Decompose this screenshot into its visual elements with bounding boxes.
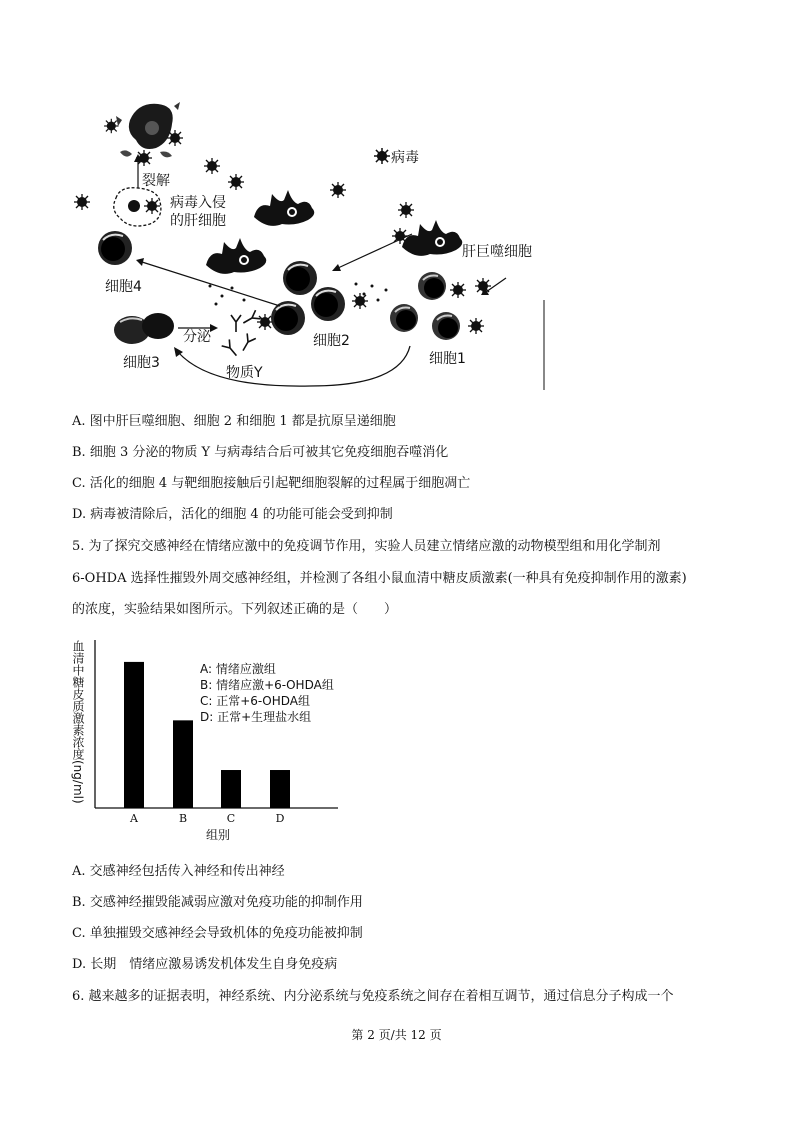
substance-y-label: 物质Y: [226, 365, 263, 381]
q6-stem-line1: 6. 越来越多的证据表明，神经系统、内分泌系统与免疫系统之间存在着相互调节，通过信息分子构成一个: [72, 989, 674, 1004]
lysis-label: 裂解: [142, 173, 170, 189]
legend-entry-d: D: 正常+生理盐水组: [200, 710, 312, 724]
cell1-label: 细胞1: [429, 351, 466, 367]
cell3-label: 细胞3: [123, 355, 160, 371]
q5-option-d: D. 长期 情绪应激易诱发机体发生自身免疫病: [72, 957, 338, 972]
bar-d: [270, 770, 290, 808]
kupffer-label: 肝巨噬细胞: [462, 244, 532, 260]
xtick-b: B: [178, 812, 188, 825]
q4-option-b: B. 细胞 3 分泌的物质 Y 与病毒结合后可被其它免疫细胞吞噬消化: [72, 445, 449, 460]
q5-stem-line1: 5. 为了探究交感神经在情绪应激中的免疫调节作用，实验人员建立情绪应激的动物模型组和用化学制剂: [72, 539, 661, 554]
legend-entry-a: A: 情绪应激组: [200, 662, 276, 676]
legend-entry-c: C: 正常+6-OHDA组: [200, 694, 310, 708]
bar-c: [221, 770, 241, 808]
q5-option-a: A. 交感神经包括传入神经和传出神经: [72, 864, 285, 879]
cell2-label: 细胞2: [313, 333, 350, 349]
secrete-label: 分泌: [183, 329, 211, 345]
q4-option-d: D. 病毒被清除后，活化的细胞 4 的功能可能会受到抑制: [72, 507, 393, 522]
bar-a: [124, 662, 144, 808]
chart-ylabel: 血清中糖皮质激素浓度(ng/ml): [71, 640, 85, 804]
q4-option-a: A. 图中肝巨噬细胞、细胞 2 和细胞 1 都是抗原呈递细胞: [72, 414, 396, 429]
infected-cell-label: 病毒入侵: [170, 195, 226, 211]
q5-option-b: B. 交感神经摧毁能减弱应激对免疫功能的抑制作用: [72, 895, 363, 910]
legend-entry-b: B: 情绪应激+6-OHDA组: [200, 678, 334, 692]
xtick-a: A: [130, 812, 138, 825]
xtick-c: C: [226, 812, 236, 825]
q4-option-c: C. 活化的细胞 4 与靶细胞接触后引起靶细胞裂解的过程属于细胞凋亡: [72, 476, 471, 491]
q5-stem-line2: 6-OHDA 选择性摧毁外周交感神经组，并检测了各组小鼠血清中糖皮质激素(一种具有免疫抑制作用的激素): [72, 571, 687, 586]
xtick-d: D: [275, 812, 285, 825]
virus-legend-label: 病毒: [391, 150, 419, 166]
infected-cell-label-2: 的肝细胞: [170, 213, 226, 229]
q5-option-c: C. 单独摧毁交感神经会导致机体的免疫功能被抑制: [72, 926, 363, 941]
cell4-label: 细胞4: [105, 279, 142, 295]
bar-b: [173, 720, 193, 808]
q5-stem-line3: 的浓度，实验结果如图所示。下列叙述正确的是（ ）: [72, 602, 398, 617]
page-footer: 第 2 页/共 12 页: [351, 1028, 442, 1042]
chart-xlabel: 组别: [206, 828, 231, 842]
